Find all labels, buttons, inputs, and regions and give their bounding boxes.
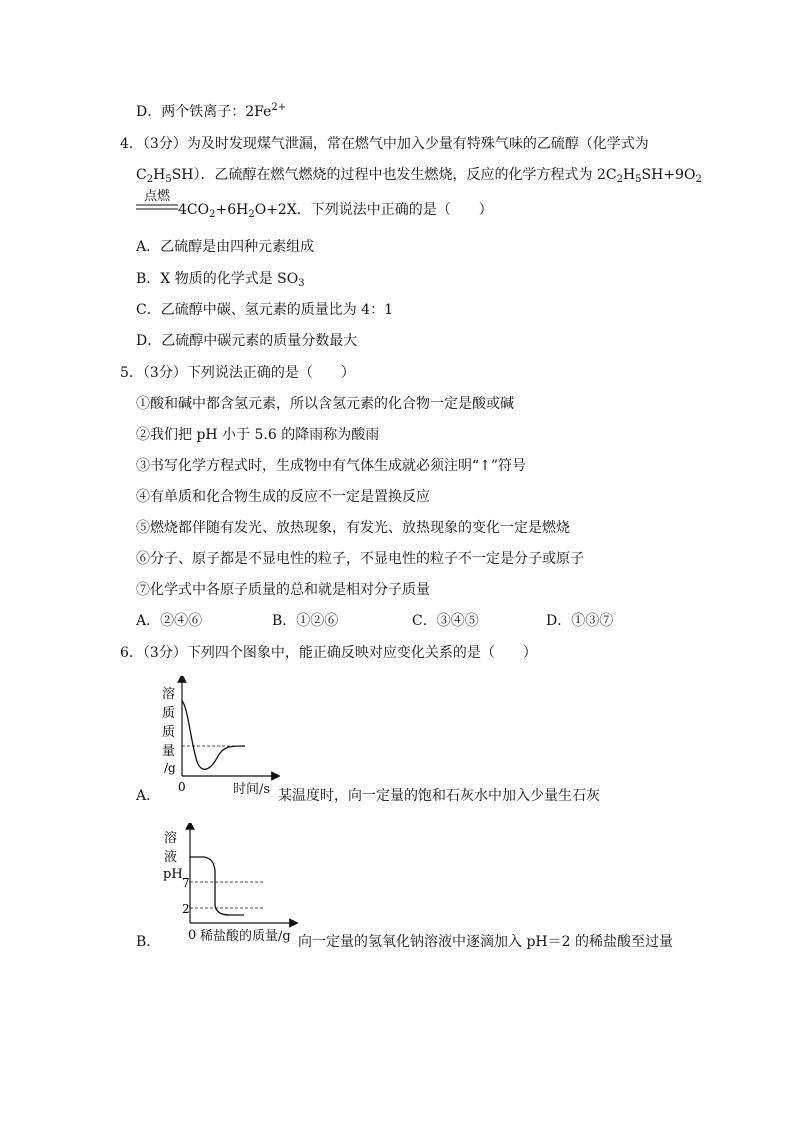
q5-item-4: ④有单质和化合物生成的反应不一定是置换反应: [136, 489, 430, 505]
q5-item-7: ⑦化学式中各原子质量的总和就是相对分子质量: [136, 582, 430, 598]
graph-b: [160, 823, 300, 943]
q6-option-b-desc: 向一定量的氢氧化钠溶液中逐滴加入 pH＝2 的稀盐酸至过量: [298, 934, 673, 950]
graph-b-origin: 0: [188, 928, 197, 943]
q5-option-a: A．②④⑥: [136, 613, 203, 629]
graph-b-ylabel-1: 溶: [164, 831, 178, 846]
q4-equation-products: $4CO_2+6H_2O+2X$．下列说法中正确的是（ ）: [178, 202, 493, 220]
q4-option-c: C．乙硫醇中碳、氢元素的质量比为 4：1: [136, 302, 393, 318]
graph-b-ylabel-3: pH: [163, 867, 183, 882]
q6-option-a-letter: A．: [136, 788, 161, 804]
q4-option-d: D．乙硫醇中碳元素的质量分数最大: [136, 333, 358, 349]
q5-option-c: C．③④⑤: [412, 613, 479, 629]
q5-item-6: ⑥分子、原子都是不显电性的粒子，不显电性的粒子不一定是分子或原子: [136, 551, 584, 567]
graph-b-ylabel-2: 液: [164, 850, 178, 865]
graph-b-tick-7: 7: [182, 876, 190, 890]
graph-a-ylabel-4: 量: [162, 744, 176, 759]
q3-option-d: D．两个铁离子：$2Fe^{2+}$: [136, 102, 287, 120]
q4-option-b: B．X 物质的化学式是 $SO_3$: [136, 271, 305, 289]
q6-option-b-letter: B．: [136, 934, 161, 950]
graph-a-origin: 0: [178, 780, 186, 794]
q6-option-a-desc: 某温度时，向一定量的饱和石灰水中加入少量生石灰: [278, 788, 600, 804]
q5-item-2: ②我们把 pH 小于 5.6 的降雨称为酸雨: [136, 427, 380, 443]
q4-stem-line1: 4．（3分）为及时发现煤气泄漏，常在燃气中加入少量有特殊气味的乙硫醇（化学式为: [120, 136, 649, 152]
graph-a-curve: [182, 701, 245, 769]
graph-b-xlabel: 稀盐酸的质量/g: [200, 929, 291, 944]
graph-a-xlabel: 时间/s: [233, 782, 271, 797]
graph-a-ylabel-1: 溶: [162, 687, 176, 702]
q4-option-a: A．乙硫醇是由四种元素组成: [136, 239, 315, 255]
reaction-condition: 点燃: [144, 189, 171, 204]
graph-b-tick-2: 2: [182, 902, 190, 916]
q4-stem-line2: $C_2H_5SH$）．乙硫醇在燃气燃烧的过程中也发生燃烧，反应的化学方程式为 $2C_2H_5SH+9O_2$: [136, 167, 702, 185]
q5-item-5: ⑤燃烧都伴随有发光、放热现象，有发光、放热现象的变化一定是燃烧: [136, 520, 570, 536]
q5-option-d: D．①③⑦: [546, 613, 614, 629]
graph-b-curve: [190, 857, 244, 915]
q5-stem: 5．（3分）下列说法正确的是（ ）: [120, 365, 355, 381]
q6-stem: 6．（3分）下列四个图象中，能正确反映对应变化关系的是（ ）: [120, 645, 537, 661]
reaction-equals-sign: [136, 202, 178, 212]
graph-a-ylabel-2: 质: [162, 706, 176, 721]
q5-item-3: ③书写化学方程式时，生成物中有气体生成就必须注明“↑”符号: [136, 458, 527, 474]
graph-a-ylabel-5: /g: [164, 761, 176, 775]
q5-option-b: B．①②⑥: [272, 613, 339, 629]
graph-a-ylabel-3: 质: [162, 725, 176, 740]
q5-item-1: ①酸和碱中都含氢元素，所以含氢元素的化合物一定是酸或碱: [136, 396, 514, 412]
